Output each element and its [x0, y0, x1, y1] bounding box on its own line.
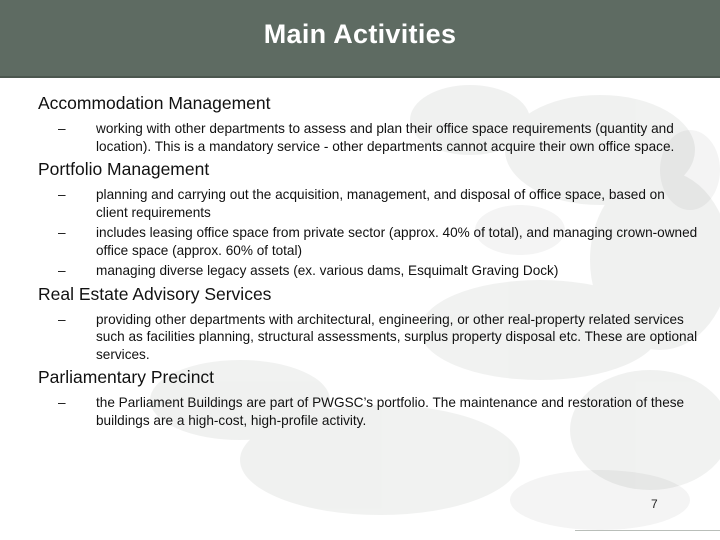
- bullet-text: the Parliament Buildings are part of PWGSC’s portfolio. The maintenance and restoration of these buildings are a high-cost, high-profile activity.: [96, 395, 685, 428]
- slide-title: Main Activities: [263, 18, 457, 49]
- section-heading: Accommodation Management: [38, 93, 271, 113]
- dash-bullet: –: [58, 311, 66, 327]
- section-portfolio-management: [38, 159, 698, 280]
- dash-bullet: –: [58, 395, 66, 410]
- section-accommodation-management: [38, 93, 698, 155]
- page-number: 7: [651, 497, 658, 511]
- dash-bullet: –: [58, 225, 66, 240]
- bullet-item: [38, 262, 698, 280]
- bullet-text: providing other departments with architectural, engineering, or other real-property related services such as facilities planning, structural assessments, surplus property disposal etc. These are optional services.: [96, 311, 698, 362]
- slide-content: [38, 93, 698, 433]
- bullet-text: managing diverse legacy assets (ex. various dams, Esquimalt Graving Dock): [96, 263, 559, 278]
- dash-bullet: –: [58, 263, 66, 278]
- bullet-item: [38, 186, 698, 221]
- bullet-list: [38, 311, 698, 364]
- section-heading: Parliamentary Precinct: [38, 367, 215, 387]
- bullet-list: [38, 186, 698, 280]
- title-bar: [0, 0, 720, 78]
- bullet-item: [38, 224, 698, 259]
- footer-divider: [575, 530, 720, 531]
- section-heading: Real Estate Advisory Services: [38, 283, 272, 304]
- bullet-text: working with other departments to assess and plan their office space requirements (quantity and location). This is a mandatory service - other departments cannot acquire their own office space.: [96, 121, 675, 154]
- section-heading: Portfolio Management: [38, 159, 210, 179]
- bullet-item: [38, 120, 698, 155]
- bullet-text: planning and carrying out the acquisition, management, and disposal of office space, based on client requirements: [96, 187, 665, 220]
- bullet-item: [38, 311, 698, 364]
- bullet-list: [38, 120, 698, 155]
- dash-bullet: –: [58, 121, 66, 136]
- bullet-text: includes leasing office space from private sector (approx. 40% of total), and managing crown-owned office space (approx. 60% of total): [96, 225, 698, 258]
- bullet-item: [38, 394, 698, 429]
- bullet-list: [38, 394, 698, 429]
- dash-bullet: –: [58, 187, 66, 202]
- section-real-estate-advisory: [38, 284, 698, 364]
- section-parliamentary-precinct: [38, 367, 698, 429]
